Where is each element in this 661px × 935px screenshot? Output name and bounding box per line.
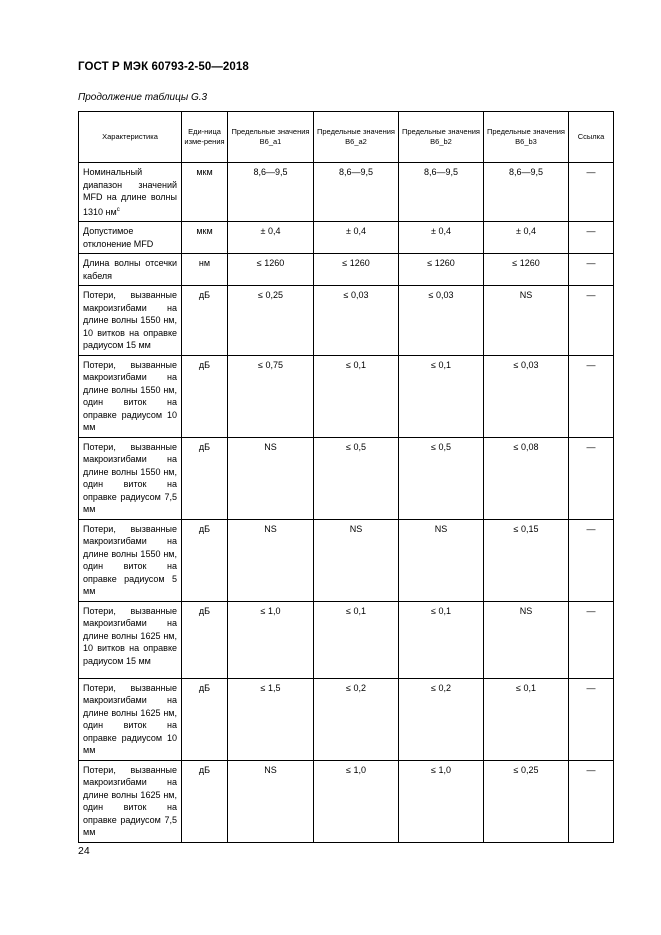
cell-unit: мкм — [182, 163, 228, 222]
table-row — [79, 163, 614, 222]
cell-characteristic: Потери, вызванные макроизгибами на длине волны 1550 нм, 10 витков на оправке радиусом 15 мм — [79, 286, 182, 356]
cell-b6-b3: ≤ 0,08 — [484, 437, 569, 519]
cell-characteristic: Потери, вызванные макроизгибами на длине волны 1625 нм, один виток на оправке радиусом 7,5 мм — [79, 760, 182, 842]
cell-unit: дБ — [182, 678, 228, 760]
cell-unit: дБ — [182, 519, 228, 601]
cell-b6-a2: ≤ 0,1 — [314, 601, 399, 678]
header-reference: Ссылка — [569, 112, 614, 163]
cell-reference: — — [569, 601, 614, 678]
cell-b6-a2: ≤ 1260 — [314, 254, 399, 286]
cell-characteristic: Допустимое отклонение MFD — [79, 222, 182, 254]
cell-reference: — — [569, 678, 614, 760]
cell-reference: — — [569, 222, 614, 254]
table-caption: Продолжение таблицы G.3 — [78, 92, 208, 103]
cell-unit: мкм — [182, 222, 228, 254]
header-b6-a1: Предельные значения B6_a1 — [228, 112, 314, 163]
cell-b6-a2: NS — [314, 519, 399, 601]
cell-b6-a1: NS — [228, 760, 314, 842]
cell-b6-b2: ≤ 1,0 — [399, 760, 484, 842]
cell-b6-b2: ≤ 0,5 — [399, 437, 484, 519]
cell-reference: — — [569, 519, 614, 601]
table-row — [79, 286, 614, 356]
table-row — [79, 601, 614, 678]
cell-b6-b2: ≤ 0,03 — [399, 286, 484, 356]
cell-characteristic — [79, 163, 182, 222]
cell-b6-b3: NS — [484, 601, 569, 678]
cell-b6-b2: ± 0,4 — [399, 222, 484, 254]
cell-characteristic: Потери, вызванные макроизгибами на длине волны 1550 нм, один виток на оправке радиусом 5 мм — [79, 519, 182, 601]
cell-reference: — — [569, 254, 614, 286]
cell-unit: дБ — [182, 355, 228, 437]
cell-b6-b3: 8,6—9,5 — [484, 163, 569, 222]
cell-characteristic: Потери, вызванные макроизгибами на длине волны 1550 нм, один виток на оправке радиусом 10 мм — [79, 355, 182, 437]
cell-characteristic: Потери, вызванные макроизгибами на длине волны 1625 нм, один виток на оправке радиусом 10 мм — [79, 678, 182, 760]
cell-characteristic: Потери, вызванные макроизгибами на длине волны 1625 нм, 10 витков на оправке радиусом 15 мм — [79, 601, 182, 678]
table-row — [79, 355, 614, 437]
cell-b6-a2: ≤ 1,0 — [314, 760, 399, 842]
cell-b6-a2: ≤ 0,1 — [314, 355, 399, 437]
cell-reference: — — [569, 355, 614, 437]
cell-b6-a1: ± 0,4 — [228, 222, 314, 254]
cell-b6-a2: 8,6—9,5 — [314, 163, 399, 222]
table-header-row — [79, 112, 614, 163]
header-unit: Еди-ница изме-рения — [182, 112, 228, 163]
cell-b6-b2: ≤ 1260 — [399, 254, 484, 286]
characteristic-text: Номинальный диапазон значений MFD на длине волны 1310 нм — [83, 167, 177, 217]
cell-characteristic: Длина волны отсечки кабеля — [79, 254, 182, 286]
table-row — [79, 678, 614, 760]
cell-b6-a1: ≤ 0,25 — [228, 286, 314, 356]
table-row — [79, 437, 614, 519]
table-row — [79, 519, 614, 601]
cell-reference: — — [569, 437, 614, 519]
table-row — [79, 222, 614, 254]
cell-b6-a1: ≤ 1260 — [228, 254, 314, 286]
cell-b6-a1: NS — [228, 437, 314, 519]
page-number: 24 — [78, 845, 90, 857]
cell-b6-a2: ± 0,4 — [314, 222, 399, 254]
cell-b6-a2: ≤ 0,03 — [314, 286, 399, 356]
cell-reference: — — [569, 286, 614, 356]
cell-b6-b3: ≤ 0,03 — [484, 355, 569, 437]
table-row — [79, 760, 614, 842]
cell-b6-b2: ≤ 0,2 — [399, 678, 484, 760]
cell-b6-b2: NS — [399, 519, 484, 601]
cell-b6-a2: ≤ 0,5 — [314, 437, 399, 519]
document-title: ГОСТ Р МЭК 60793-2-50—2018 — [78, 61, 249, 73]
cell-b6-b3: ≤ 0,1 — [484, 678, 569, 760]
header-characteristic: Характеристика — [79, 112, 182, 163]
table-row — [79, 254, 614, 286]
cell-unit: дБ — [182, 601, 228, 678]
cell-characteristic: Потери, вызванные макроизгибами на длине волны 1550 нм, один виток на оправке радиусом 7,5 мм — [79, 437, 182, 519]
cell-unit: дБ — [182, 286, 228, 356]
cell-reference: — — [569, 760, 614, 842]
header-b6-b2: Предельные значения B6_b2 — [399, 112, 484, 163]
cell-b6-a1: ≤ 1,0 — [228, 601, 314, 678]
cell-b6-b2: 8,6—9,5 — [399, 163, 484, 222]
cell-b6-b3: ≤ 1260 — [484, 254, 569, 286]
header-b6-a2: Предельные значения B6_a2 — [314, 112, 399, 163]
cell-b6-b3: ≤ 0,25 — [484, 760, 569, 842]
header-b6-b3: Предельные значения B6_b3 — [484, 112, 569, 163]
spec-table — [78, 111, 614, 843]
cell-unit: дБ — [182, 760, 228, 842]
cell-unit: дБ — [182, 437, 228, 519]
cell-b6-a1: NS — [228, 519, 314, 601]
cell-unit: нм — [182, 254, 228, 286]
cell-b6-b3: ≤ 0,15 — [484, 519, 569, 601]
cell-b6-a2: ≤ 0,2 — [314, 678, 399, 760]
cell-b6-a1: ≤ 0,75 — [228, 355, 314, 437]
cell-b6-b3: ± 0,4 — [484, 222, 569, 254]
cell-b6-a1: 8,6—9,5 — [228, 163, 314, 222]
cell-b6-a1: ≤ 1,5 — [228, 678, 314, 760]
footnote-mark: c — [116, 206, 120, 213]
cell-reference: — — [569, 163, 614, 222]
cell-b6-b3: NS — [484, 286, 569, 356]
cell-b6-b2: ≤ 0,1 — [399, 355, 484, 437]
cell-b6-b2: ≤ 0,1 — [399, 601, 484, 678]
